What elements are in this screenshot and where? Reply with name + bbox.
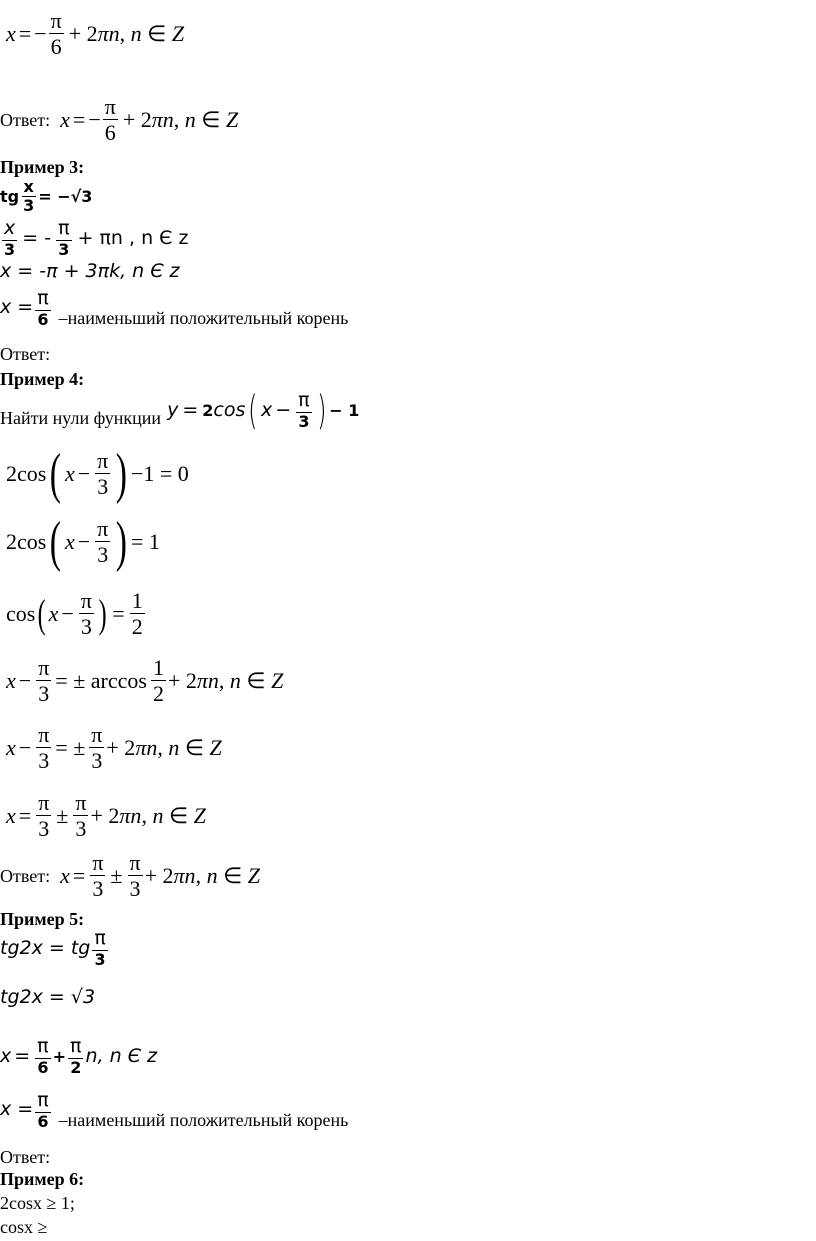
smallest-root-note: –наименьший положительный корень <box>58 308 349 329</box>
formula-ex4-2: 2cos ( x − $\frac{\pi}{3}$ ) = 1 <box>6 510 160 573</box>
answer-label: Ответ: <box>0 344 51 364</box>
heading-example-4: Пример 4: <box>0 369 85 389</box>
formula-ex3-1: tg $\frac{x}{3}$ = −√3 <box>0 177 93 216</box>
formula-ex4-1: 2cos ( x − $\frac{\pi}{3}$ ) −1 = 0 <box>6 442 189 505</box>
answer-line-1 <box>0 94 241 146</box>
formula-ex5-3: x = $\frac{\pi}{6}$ + $\frac{\pi}{2}$ n, n Є z <box>0 1035 157 1077</box>
formula-top: x = − $\frac{\pi}{6}$ + 2πn, n ∈ Z <box>6 8 185 60</box>
heading-example-6: Пример 6: <box>0 1169 85 1189</box>
formula-ex5-2: tg2x = √3 <box>0 986 96 1008</box>
formula-ex4-3: cos ( x − $\frac{\pi}{3}$ ) = $\frac{1}{2}$ <box>6 588 143 640</box>
formula-ex6-1: 2cosx ≥ 1; <box>0 1193 75 1213</box>
answer-line-2 <box>0 850 260 902</box>
formula-ex4-5: x − $\frac{\pi}{3}$ = ± $\frac{\pi}{3}$ + 2πn, n ∈ Z <box>6 722 222 774</box>
function-formula: y = 2 cos ( x − $\frac{\pi}{3}$ ) − 1 <box>167 387 360 434</box>
formula-ex3-2: $\frac{x}{3}$ = - $\frac{\pi}{3}$ + πn , n Є z <box>4 217 189 259</box>
find-zeros-label: Найти нули функции <box>0 408 162 429</box>
formula-answer-2: x = $\frac{\pi}{3}$ ± $\frac{\pi}{3}$ + 2πn, n ∈ Z <box>60 850 260 902</box>
smallest-root-note: –наименьший положительный корень <box>58 1110 349 1131</box>
formula-ex3-4: x = $\frac{\pi}{6}$ –наименьший положительный корень <box>0 287 349 329</box>
formula-ex4-6: x = $\frac{\pi}{3}$ ± $\frac{\pi}{3}$ + 2πn, n ∈ Z <box>6 790 206 842</box>
formula-ex5-1: tg2x = tg $\frac{\pi}{3}$ <box>0 927 106 969</box>
fraction: $\frac{\pi}{6}$ <box>50 8 62 60</box>
formula-answer: x = − $\frac{\pi}{6}$ + 2πn, n ∈ Z <box>60 94 239 146</box>
formula-ex4-4: x − $\frac{\pi}{3}$ = ± arccos $\frac{1}{2}$ + 2πn, n ∈ Z <box>6 655 284 707</box>
answer-label: Ответ: <box>0 1147 51 1167</box>
answer-label: Ответ: <box>0 109 51 130</box>
heading-example-5: Пример 5: <box>0 909 85 929</box>
formula-ex5-4: x = $\frac{\pi}{6}$ –наименьший положительный корень <box>0 1089 349 1131</box>
formula-ex3-3: x = -π + 3πk, n Є z <box>0 260 180 282</box>
heading-example-3: Пример 3: <box>0 157 85 177</box>
answer-label: Ответ: <box>0 865 51 886</box>
find-zeros-line <box>0 387 360 434</box>
formula-text: x <box>6 20 16 46</box>
formula-ex6-2: cosx ≥ <box>0 1217 48 1237</box>
